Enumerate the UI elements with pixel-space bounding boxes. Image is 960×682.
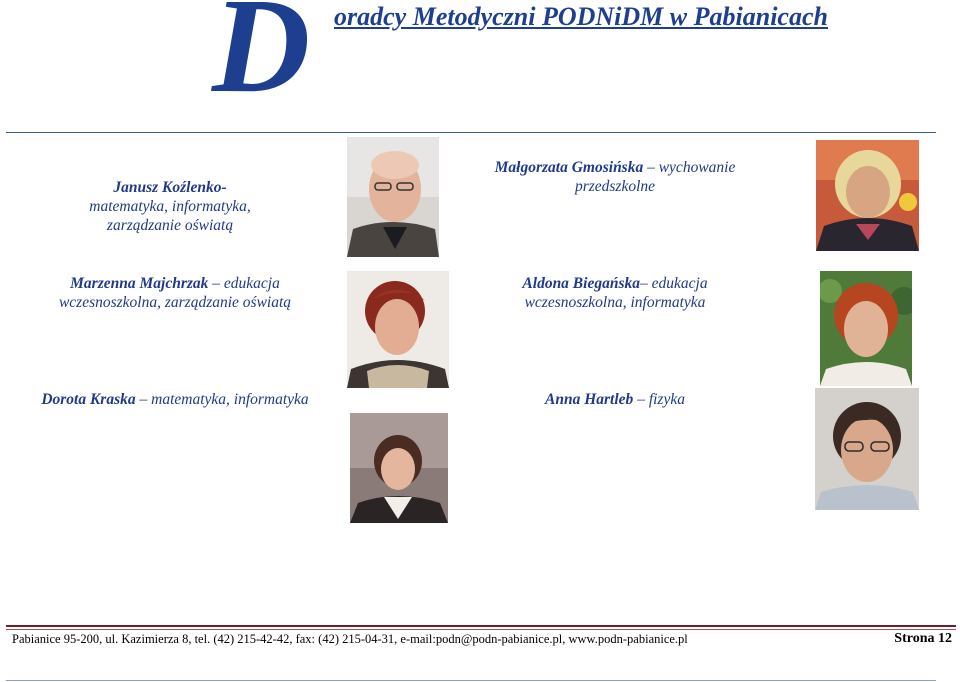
advisor-entry-2 [470, 158, 760, 196]
advisor-entry-6 [500, 390, 730, 409]
advisor-name: Dorota Kraska [41, 391, 136, 408]
header-divider [6, 132, 936, 133]
advisor-photo-1 [347, 137, 439, 257]
advisor-photo-5 [350, 413, 448, 523]
bottom-divider [6, 680, 936, 681]
decorative-initial: D [212, 0, 311, 121]
advisor-subject: matematyka, informatyka, zarządzanie oświatą [89, 198, 251, 234]
advisor-name: Małgorzata Gmosińska [494, 159, 644, 176]
advisor-subject: – fizyka [633, 391, 685, 408]
advisor-subject: – matematyka, informatyka [135, 391, 309, 408]
footer-address: Pabianice 95-200, ul. Kazimierza 8, tel. (42) 215-42-42, fax: (42) 215-04-31, e-mail:podn@podn-pabianice.pl, www.podn-pabianice.pl [12, 632, 688, 646]
advisor-subject: – edukacja wczesnoszkolna, informatyka [524, 275, 708, 311]
footer-divider-thin [6, 629, 956, 630]
advisor-entry-4 [485, 274, 745, 312]
advisor-name: Marzenna Majchrzak [70, 275, 209, 292]
advisor-name: Anna Hartleb [545, 391, 634, 408]
advisor-name: Aldona Biegańska [522, 275, 640, 292]
advisor-photo-4 [820, 271, 912, 386]
page-number: Strona 12 [894, 631, 952, 646]
advisor-photo-3 [347, 271, 449, 388]
advisor-subject: – edukacja wczesnoszkolna, zarządzanie oświatą [58, 275, 292, 311]
footer-divider-thick [6, 625, 956, 627]
advisor-photo-6 [815, 388, 919, 510]
advisor-subject: – wychowanie przedszkolne [574, 159, 736, 195]
advisor-photo-2 [816, 140, 919, 251]
advisor-entry-5 [15, 390, 335, 409]
page-title: oradcy Metodyczni PODNiDM w Pabianicach [334, 2, 828, 31]
advisor-name: Janusz Koźlenko- [113, 179, 227, 196]
advisor-entry-1 [40, 178, 300, 235]
advisor-entry-3 [35, 274, 315, 312]
